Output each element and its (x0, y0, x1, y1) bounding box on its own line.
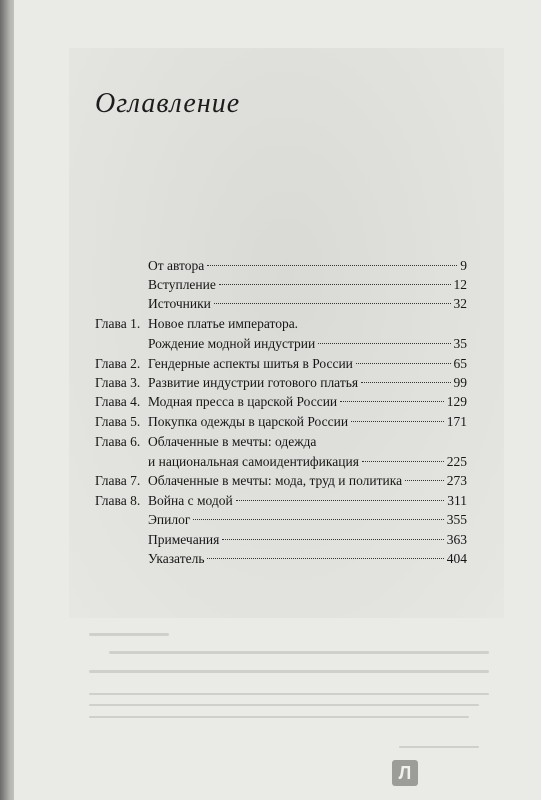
page-title: Оглавление (95, 88, 241, 119)
toc-page-number: 363 (446, 532, 467, 547)
toc-entry-title: Эпилог (148, 512, 191, 527)
toc-leader-dots (193, 519, 443, 520)
toc-leader-dots (207, 265, 457, 266)
toc-page-number: 9 (460, 258, 467, 273)
toc-entry-title: Новое платье императора. (148, 316, 299, 331)
toc-leader-dots (207, 558, 443, 559)
toc-page-number: 12 (453, 277, 467, 292)
toc-chapter-number: Глава 7. (95, 473, 141, 488)
toc-page-number: 32 (453, 296, 467, 311)
toc-entry-title: От автора (148, 258, 205, 273)
toc-entry-title: Облаченные в мечты: мода, труд и политика (148, 473, 403, 488)
toc-chapter-number: Глава 6. (95, 434, 141, 449)
toc-entry-title: Облаченные в мечты: одежда (148, 434, 317, 449)
toc-page-number: 404 (446, 551, 467, 566)
toc-chapter-number: Глава 4. (95, 394, 141, 409)
toc-entry-title: Вступление (148, 277, 216, 292)
toc-leader-dots (361, 382, 450, 383)
toc-leader-dots (318, 343, 450, 344)
toc-page-number: 35 (453, 336, 467, 351)
toc-page-number: 311 (447, 493, 467, 508)
toc-entry-title: Примечания (148, 532, 220, 547)
toc-page-number: 273 (446, 473, 467, 488)
toc-leader-dots (236, 500, 445, 501)
toc-chapter-number: Глава 5. (95, 414, 141, 429)
toc-entry-title: Источники (148, 296, 211, 311)
toc-leader-dots (362, 461, 444, 462)
toc-leader-dots (356, 363, 451, 364)
toc-page-number: 129 (446, 394, 467, 409)
watermark-logo: Л (392, 760, 418, 786)
toc-page-number: 65 (453, 356, 467, 371)
toc-entry-title: Модная пресса в царской России (148, 394, 338, 409)
toc-page-number: 355 (446, 512, 467, 527)
toc-leader-dots (340, 401, 444, 402)
toc-leader-dots (219, 284, 451, 285)
toc-entry-title: Война с модой (148, 493, 233, 508)
toc-entry-title: Развитие индустрии готового платья (148, 375, 359, 390)
toc-chapter-number: Глава 2. (95, 356, 141, 371)
toc-leader-dots (214, 303, 451, 304)
toc-entry-title: и национальная самоидентификация (148, 454, 359, 469)
toc-page-number: 99 (453, 375, 467, 390)
toc-entry-title: Покупка одежды в царской России (148, 414, 349, 429)
toc-leader-dots (222, 539, 443, 540)
toc-chapter-number: Глава 3. (95, 375, 141, 390)
toc-chapter-number: Глава 1. (95, 316, 141, 331)
toc-entry-title: Указатель (148, 551, 205, 566)
toc-chapter-number: Глава 8. (95, 493, 141, 508)
toc-leader-dots (351, 421, 444, 422)
toc-page-number: 225 (446, 454, 467, 469)
toc-page-number: 171 (446, 414, 467, 429)
toc-entry-title: Гендерные аспекты шитья в России (148, 356, 353, 371)
toc-leader-dots (405, 480, 444, 481)
toc-entry-title: Рождение модной индустрии (148, 336, 316, 351)
